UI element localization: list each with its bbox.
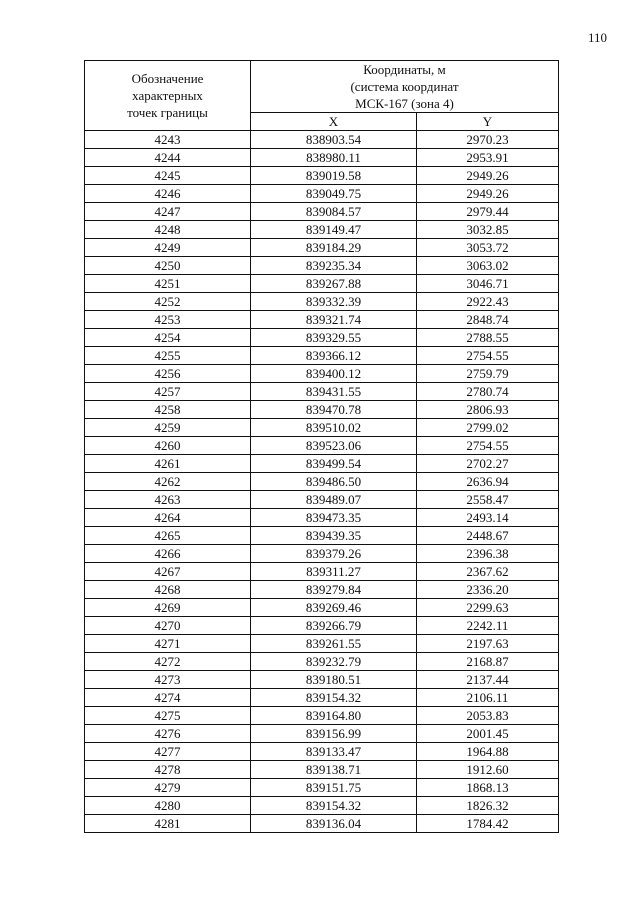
- table-row: [85, 761, 559, 779]
- table-row: [85, 671, 559, 689]
- x-coordinate-cell: 839133.47: [251, 743, 417, 761]
- point-id-cell: 4260: [85, 437, 251, 455]
- point-id-cell: 4278: [85, 761, 251, 779]
- x-coordinate-cell: 838980.11: [251, 149, 417, 167]
- x-coordinate-cell: 839156.99: [251, 725, 417, 743]
- table-row: [85, 491, 559, 509]
- point-id-cell: 4245: [85, 167, 251, 185]
- header-y: Y: [417, 113, 559, 131]
- table-row: [85, 167, 559, 185]
- point-id-cell: 4271: [85, 635, 251, 653]
- x-coordinate-cell: 839470.78: [251, 401, 417, 419]
- table-row: [85, 635, 559, 653]
- table-row: [85, 527, 559, 545]
- point-id-cell: 4267: [85, 563, 251, 581]
- x-coordinate-cell: 839400.12: [251, 365, 417, 383]
- coordinates-table: [84, 60, 559, 833]
- x-coordinate-cell: 839180.51: [251, 671, 417, 689]
- y-coordinate-cell: 2448.67: [417, 527, 559, 545]
- x-coordinate-cell: 839499.54: [251, 455, 417, 473]
- point-id-cell: 4281: [85, 815, 251, 833]
- x-coordinate-cell: 839321.74: [251, 311, 417, 329]
- point-id-cell: 4252: [85, 293, 251, 311]
- point-id-cell: 4247: [85, 203, 251, 221]
- y-coordinate-cell: 2702.27: [417, 455, 559, 473]
- y-coordinate-cell: 2949.26: [417, 167, 559, 185]
- x-coordinate-cell: 839523.06: [251, 437, 417, 455]
- x-coordinate-cell: 839279.84: [251, 581, 417, 599]
- point-id-cell: 4265: [85, 527, 251, 545]
- x-coordinate-cell: 839332.39: [251, 293, 417, 311]
- x-coordinate-cell: 838903.54: [251, 131, 417, 149]
- y-coordinate-cell: 2754.55: [417, 347, 559, 365]
- x-coordinate-cell: 839184.29: [251, 239, 417, 257]
- y-coordinate-cell: 2754.55: [417, 437, 559, 455]
- point-id-cell: 4244: [85, 149, 251, 167]
- point-id-cell: 4277: [85, 743, 251, 761]
- table-row: [85, 257, 559, 275]
- point-id-cell: 4262: [85, 473, 251, 491]
- y-coordinate-cell: 1868.13: [417, 779, 559, 797]
- y-coordinate-cell: 2396.38: [417, 545, 559, 563]
- y-coordinate-cell: 2953.91: [417, 149, 559, 167]
- point-id-cell: 4258: [85, 401, 251, 419]
- point-id-cell: 4254: [85, 329, 251, 347]
- point-id-cell: 4263: [85, 491, 251, 509]
- point-id-cell: 4268: [85, 581, 251, 599]
- x-coordinate-cell: 839267.88: [251, 275, 417, 293]
- table-row: [85, 509, 559, 527]
- header-point-line: Обозначение: [131, 71, 204, 86]
- point-id-cell: 4248: [85, 221, 251, 239]
- point-id-cell: 4273: [85, 671, 251, 689]
- x-coordinate-cell: 839366.12: [251, 347, 417, 365]
- table-row: [85, 815, 559, 833]
- x-coordinate-cell: 839136.04: [251, 815, 417, 833]
- table-row: [85, 329, 559, 347]
- table-row: [85, 383, 559, 401]
- point-id-cell: 4272: [85, 653, 251, 671]
- x-coordinate-cell: 839235.34: [251, 257, 417, 275]
- table-row: [85, 185, 559, 203]
- table-row: [85, 599, 559, 617]
- y-coordinate-cell: 2299.63: [417, 599, 559, 617]
- y-coordinate-cell: 2336.20: [417, 581, 559, 599]
- y-coordinate-cell: 1784.42: [417, 815, 559, 833]
- table-row: [85, 275, 559, 293]
- point-id-cell: 4256: [85, 365, 251, 383]
- point-id-cell: 4280: [85, 797, 251, 815]
- y-coordinate-cell: 2197.63: [417, 635, 559, 653]
- x-coordinate-cell: 839510.02: [251, 419, 417, 437]
- y-coordinate-cell: 2759.79: [417, 365, 559, 383]
- point-id-cell: 4266: [85, 545, 251, 563]
- x-coordinate-cell: 839486.50: [251, 473, 417, 491]
- table-row: [85, 455, 559, 473]
- table-row: [85, 797, 559, 815]
- y-coordinate-cell: 2806.93: [417, 401, 559, 419]
- x-coordinate-cell: 839269.46: [251, 599, 417, 617]
- point-id-cell: 4246: [85, 185, 251, 203]
- point-id-cell: 4275: [85, 707, 251, 725]
- x-coordinate-cell: 839489.07: [251, 491, 417, 509]
- y-coordinate-cell: 2799.02: [417, 419, 559, 437]
- header-coord-line: МСК-167 (зона 4): [355, 96, 454, 111]
- x-coordinate-cell: 839154.32: [251, 797, 417, 815]
- y-coordinate-cell: 1964.88: [417, 743, 559, 761]
- table-row: [85, 311, 559, 329]
- y-coordinate-cell: 2106.11: [417, 689, 559, 707]
- x-coordinate-cell: 839154.32: [251, 689, 417, 707]
- table-row: [85, 707, 559, 725]
- table-row: [85, 347, 559, 365]
- table-row: [85, 149, 559, 167]
- point-id-cell: 4255: [85, 347, 251, 365]
- x-coordinate-cell: 839379.26: [251, 545, 417, 563]
- point-id-cell: 4259: [85, 419, 251, 437]
- x-coordinate-cell: 839164.80: [251, 707, 417, 725]
- y-coordinate-cell: 2001.45: [417, 725, 559, 743]
- y-coordinate-cell: 1912.60: [417, 761, 559, 779]
- point-id-cell: 4270: [85, 617, 251, 635]
- y-coordinate-cell: 2949.26: [417, 185, 559, 203]
- x-coordinate-cell: 839019.58: [251, 167, 417, 185]
- x-coordinate-cell: 839439.35: [251, 527, 417, 545]
- point-id-cell: 4251: [85, 275, 251, 293]
- header-x: X: [251, 113, 417, 131]
- point-id-cell: 4264: [85, 509, 251, 527]
- x-coordinate-cell: 839149.47: [251, 221, 417, 239]
- header-coord-line: (система координат: [350, 79, 459, 94]
- y-coordinate-cell: 2636.94: [417, 473, 559, 491]
- point-id-cell: 4269: [85, 599, 251, 617]
- table-row: [85, 689, 559, 707]
- x-coordinate-cell: 839266.79: [251, 617, 417, 635]
- point-id-cell: 4276: [85, 725, 251, 743]
- y-coordinate-cell: 2979.44: [417, 203, 559, 221]
- x-coordinate-cell: 839431.55: [251, 383, 417, 401]
- table-row: [85, 653, 559, 671]
- table-row: [85, 617, 559, 635]
- header-point-line: характерных: [132, 88, 203, 103]
- point-id-cell: 4250: [85, 257, 251, 275]
- table-row: [85, 437, 559, 455]
- x-coordinate-cell: 839329.55: [251, 329, 417, 347]
- y-coordinate-cell: 2848.74: [417, 311, 559, 329]
- x-coordinate-cell: 839084.57: [251, 203, 417, 221]
- point-id-cell: 4249: [85, 239, 251, 257]
- header-point-line: точек границы: [127, 105, 208, 120]
- table-row: [85, 563, 559, 581]
- y-coordinate-cell: 2242.11: [417, 617, 559, 635]
- table-row: [85, 401, 559, 419]
- point-id-cell: 4243: [85, 131, 251, 149]
- y-coordinate-cell: 2053.83: [417, 707, 559, 725]
- y-coordinate-cell: 2137.44: [417, 671, 559, 689]
- table-row: [85, 203, 559, 221]
- header-boundary-points: [85, 61, 251, 131]
- table-row: [85, 725, 559, 743]
- x-coordinate-cell: 839232.79: [251, 653, 417, 671]
- x-coordinate-cell: 839151.75: [251, 779, 417, 797]
- point-id-cell: 4274: [85, 689, 251, 707]
- table-row: [85, 779, 559, 797]
- point-id-cell: 4257: [85, 383, 251, 401]
- x-coordinate-cell: 839311.27: [251, 563, 417, 581]
- y-coordinate-cell: 3053.72: [417, 239, 559, 257]
- x-coordinate-cell: 839473.35: [251, 509, 417, 527]
- point-id-cell: 4279: [85, 779, 251, 797]
- table-row: [85, 545, 559, 563]
- y-coordinate-cell: 2780.74: [417, 383, 559, 401]
- y-coordinate-cell: 2493.14: [417, 509, 559, 527]
- x-coordinate-cell: 839138.71: [251, 761, 417, 779]
- table-row: [85, 473, 559, 491]
- y-coordinate-cell: 2922.43: [417, 293, 559, 311]
- y-coordinate-cell: 2558.47: [417, 491, 559, 509]
- x-coordinate-cell: 839049.75: [251, 185, 417, 203]
- x-coordinate-cell: 839261.55: [251, 635, 417, 653]
- y-coordinate-cell: 3063.02: [417, 257, 559, 275]
- y-coordinate-cell: 3032.85: [417, 221, 559, 239]
- table-row: [85, 365, 559, 383]
- table-row: [85, 221, 559, 239]
- header-coordinates: [251, 61, 559, 113]
- table-row: [85, 581, 559, 599]
- table-row: [85, 131, 559, 149]
- table-row: [85, 419, 559, 437]
- header-coord-line: Координаты, м: [363, 62, 446, 77]
- y-coordinate-cell: 3046.71: [417, 275, 559, 293]
- table-row: [85, 743, 559, 761]
- point-id-cell: 4253: [85, 311, 251, 329]
- table-row: [85, 293, 559, 311]
- table-row: [85, 239, 559, 257]
- y-coordinate-cell: 2970.23: [417, 131, 559, 149]
- point-id-cell: 4261: [85, 455, 251, 473]
- y-coordinate-cell: 2367.62: [417, 563, 559, 581]
- y-coordinate-cell: 2168.87: [417, 653, 559, 671]
- page-number: 110: [587, 30, 607, 45]
- y-coordinate-cell: 1826.32: [417, 797, 559, 815]
- y-coordinate-cell: 2788.55: [417, 329, 559, 347]
